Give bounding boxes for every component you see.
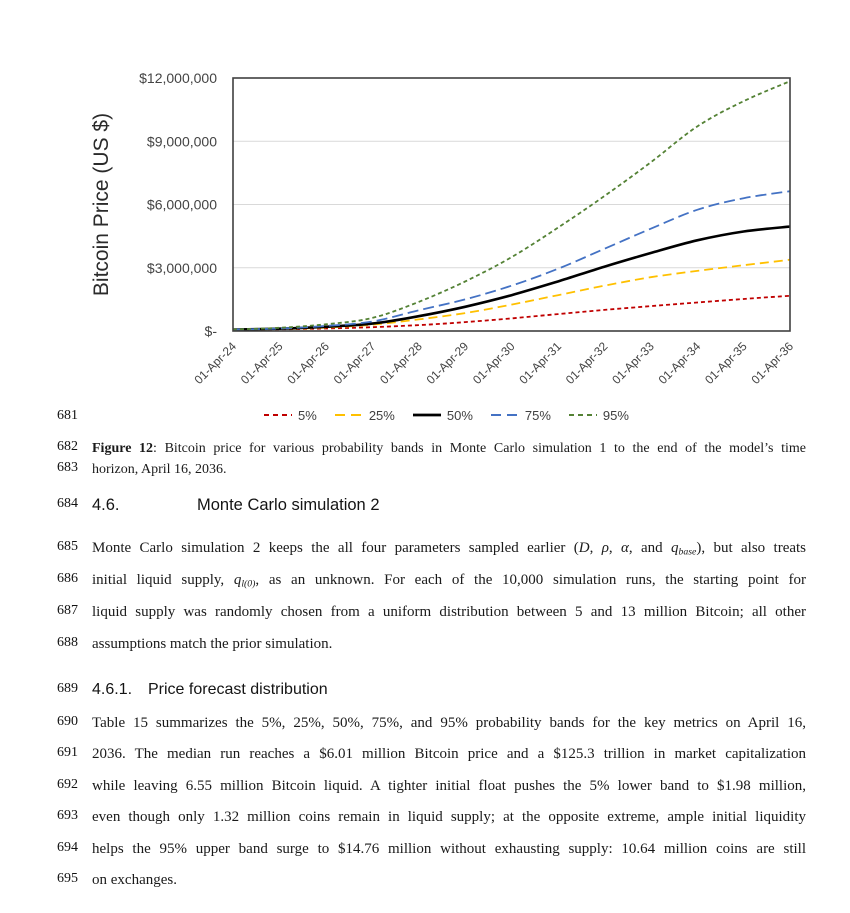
x-tick-label: 01-Apr-33: [609, 339, 657, 387]
line-number: 693: [57, 808, 78, 823]
legend-line-sample: [263, 410, 293, 420]
heading-title: Monte Carlo simulation 2: [197, 496, 380, 514]
line-text: helps the 95% upper band surge to $14.76 million without exhausting supply: 10.64 million coins are still: [92, 841, 806, 857]
legend-item: [334, 408, 395, 423]
line-number: 685: [57, 539, 78, 554]
heading-title: Price forecast distribution: [148, 681, 328, 698]
x-tick-label: 01-Apr-26: [284, 339, 332, 387]
line-number: 691: [57, 745, 78, 760]
chart-legend: [86, 404, 806, 426]
line-number: 689: [57, 681, 78, 696]
paragraph-line: [0, 745, 850, 764]
paragraph-line: [0, 603, 850, 622]
paragraph-line: [0, 840, 850, 859]
heading-number: 4.6.: [92, 496, 120, 514]
line-text: liquid supply was randomly chosen from a uniform distribution between 5 and 13 million Bitcoin; all other: [92, 604, 806, 620]
caption-text: Figure 12: Bitcoin price for various probability bands in Monte Carlo simulation 1 to the end of the model’s time: [92, 441, 806, 456]
legend-item: [263, 408, 317, 423]
line-text: assumptions match the prior simulation.: [92, 636, 333, 652]
x-tick-label: 01-Apr-27: [330, 339, 379, 387]
paragraph-line: [0, 808, 850, 827]
legend-label: 5%: [298, 407, 317, 423]
legend-line-sample: [412, 410, 442, 420]
x-tick-label: 01-Apr-25: [237, 339, 286, 387]
legend-item: [490, 408, 551, 423]
legend-item: [568, 408, 629, 423]
figure-chart-svg: [86, 56, 806, 404]
line-text: 2036. The median run reaches a $6.01 million Bitcoin price and a $125.3 trillion in market capitalization: [92, 746, 806, 762]
line-number: 682: [57, 439, 78, 454]
legend-label: 75%: [524, 407, 551, 423]
line-text: even though only 1.32 million coins remain in liquid supply; at the opposite extreme, ample initial liquidity: [92, 809, 806, 825]
line-text: on exchanges.: [92, 872, 177, 888]
line-number: 683: [57, 460, 78, 475]
line-text: Monte Carlo simulation 2 keeps the all four parameters sampled earlier (D, ρ, α, and qbase), but also treats: [92, 540, 807, 558]
x-tick-label: 01-Apr-36: [748, 339, 797, 387]
series-line-75%: [233, 191, 790, 329]
y-tick-label: $3,000,000: [146, 259, 217, 276]
x-tick-label: 01-Apr-24: [191, 339, 240, 387]
line-number: 686: [57, 571, 78, 586]
line-text: while leaving 6.55 million Bitcoin liquid. A tighter initial float pushes the 5% lower band to $1.98 million,: [92, 778, 806, 794]
y-tick-label: $12,000,000: [139, 70, 217, 86]
paragraph-line: [0, 571, 850, 593]
x-tick-label: 01-Apr-32: [562, 339, 611, 387]
caption-text: horizon, April 16, 2036.: [92, 462, 227, 477]
series-line-50%: [233, 227, 790, 330]
legend-label: 50%: [446, 407, 473, 423]
y-tick-label: $-: [204, 323, 217, 339]
x-tick-label: 01-Apr-30: [469, 339, 518, 387]
y-tick-label: $9,000,000: [146, 133, 217, 150]
line-number: 690: [57, 714, 78, 729]
x-tick-label: 01-Apr-29: [423, 339, 472, 387]
legend-line-sample: [334, 410, 364, 420]
paragraph-line: [0, 635, 850, 654]
series-line-5%: [233, 296, 790, 330]
paragraph-line: [0, 871, 850, 890]
paragraph-line: [0, 714, 850, 733]
x-tick-label: 01-Apr-28: [377, 339, 425, 387]
legend-line-sample: [568, 410, 598, 420]
line-text: initial liquid supply, ql(0), as an unknown. For each of the 10,000 simulation runs, the starting point for: [92, 572, 806, 590]
legend-line-sample: [490, 410, 520, 420]
paragraph-line: [0, 539, 850, 561]
caption-line: [0, 460, 850, 480]
legend-label: 95%: [602, 407, 629, 423]
line-number: 681: [57, 408, 78, 423]
caption-line: [0, 439, 850, 459]
x-tick-label: 01-Apr-34: [655, 339, 704, 387]
line-number: 694: [57, 840, 78, 855]
line-number: 687: [57, 603, 78, 618]
line-text: Table 15 summarizes the 5%, 25%, 50%, 75%, and 95% probability bands for the key metrics on April 16,: [92, 715, 806, 731]
line-number: 695: [57, 871, 78, 886]
x-tick-label: 01-Apr-35: [702, 339, 750, 387]
legend-label: 25%: [368, 407, 395, 423]
paragraph-line: [0, 777, 850, 796]
x-tick-label: 01-Apr-31: [516, 339, 565, 387]
y-tick-label: $6,000,000: [146, 196, 217, 213]
heading-number: 4.6.1.: [92, 681, 133, 698]
legend-item: [412, 408, 473, 423]
line-number: 688: [57, 635, 78, 650]
line-number: 692: [57, 777, 78, 792]
series-line-95%: [233, 81, 790, 329]
y-axis-title: Bitcoin Price (US $): [90, 112, 113, 297]
line-number: 684: [57, 496, 78, 511]
